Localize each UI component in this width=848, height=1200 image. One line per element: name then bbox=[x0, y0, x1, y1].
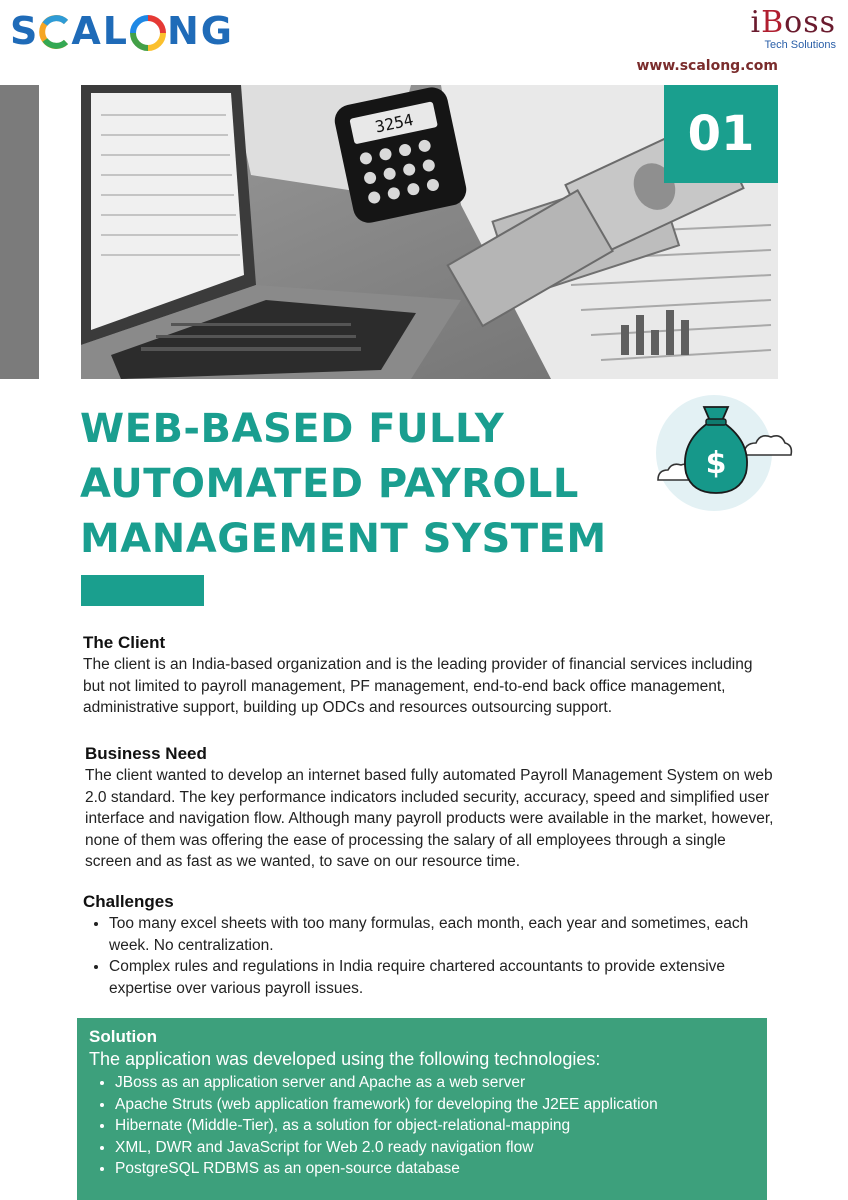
business-need-heading: Business Need bbox=[85, 744, 207, 763]
money-bag-illustration bbox=[636, 385, 796, 520]
list-item: • PostgreSQL RDBMS as an open-source database bbox=[115, 1158, 755, 1180]
list-item: • Hibernate (Middle-Tier), as a solution for object-relational-mapping bbox=[115, 1115, 755, 1137]
list-item: • Too many excel sheets with too many formulas, each month, each year and sometimes, each week. No centralization. bbox=[109, 913, 773, 956]
list-item: • JBoss as an application server and Apache as a web server bbox=[115, 1072, 755, 1094]
challenges-list bbox=[83, 913, 773, 999]
challenges-heading: Challenges bbox=[83, 892, 174, 911]
logo-text-ng: NG bbox=[167, 9, 234, 53]
iboss-letter-b: B bbox=[761, 5, 785, 40]
solution-heading: Solution bbox=[89, 1027, 157, 1046]
section-client bbox=[83, 632, 773, 719]
list-item: • XML, DWR and JavaScript for Web 2.0 ready navigation flow bbox=[115, 1137, 755, 1159]
business-need-text: The client wanted to develop an internet based fully automated Payroll Management System on web 2.0 standard. The key performance indicators included security, accuracy, speed and simplified user interface and navigation flow. Although many payroll products were available in the market, however, none of them was offering the ease of processing the salary of all employees through a single screen and as fast as we wanted, to save on our resource time. bbox=[85, 767, 774, 870]
list-item: • Complex rules and regulations in India require chartered accountants to provide extensive expertise over various payroll issues. bbox=[109, 956, 773, 999]
logo-c-mark-icon bbox=[39, 12, 71, 50]
section-solution bbox=[77, 1018, 767, 1200]
iboss-tagline: Tech Solutions bbox=[764, 39, 836, 51]
iboss-logo[interactable] bbox=[750, 5, 836, 51]
iboss-wordmark bbox=[750, 5, 836, 40]
dollar-sign-icon: $ bbox=[705, 446, 727, 481]
website-link[interactable]: www.scalong.com bbox=[636, 58, 778, 74]
case-study-number-badge: 01 bbox=[664, 85, 778, 183]
iboss-letter-i: i bbox=[750, 5, 762, 40]
logo-text-al: AL bbox=[71, 9, 129, 53]
scalong-logo[interactable] bbox=[10, 8, 234, 54]
calculator-display: 3254 bbox=[373, 109, 416, 137]
side-accent-bar bbox=[0, 85, 39, 379]
client-text: The client is an India-based organization and is the leading provider of financial services including but not limited to payroll management, PF management, end-to-end back office management, administrative support, building up ODCs and resources outsourcing support. bbox=[83, 656, 753, 716]
list-item: • Apache Struts (web application framework) for developing the J2EE application bbox=[115, 1094, 755, 1116]
logo-letter-s: S bbox=[10, 9, 40, 53]
solution-intro: The application was developed using the following technologies: bbox=[89, 1049, 601, 1069]
solution-list bbox=[89, 1072, 755, 1180]
title-underline-bar bbox=[81, 575, 204, 606]
section-challenges bbox=[83, 891, 773, 999]
client-heading: The Client bbox=[83, 633, 166, 652]
logo-o-ring-icon bbox=[130, 15, 166, 51]
page-title: WEB-BASED FULLY AUTOMATED PAYROLL MANAGEMENT SYSTEM bbox=[80, 406, 607, 562]
iboss-letters-oss: oss bbox=[784, 5, 836, 40]
section-business-need bbox=[85, 743, 775, 873]
